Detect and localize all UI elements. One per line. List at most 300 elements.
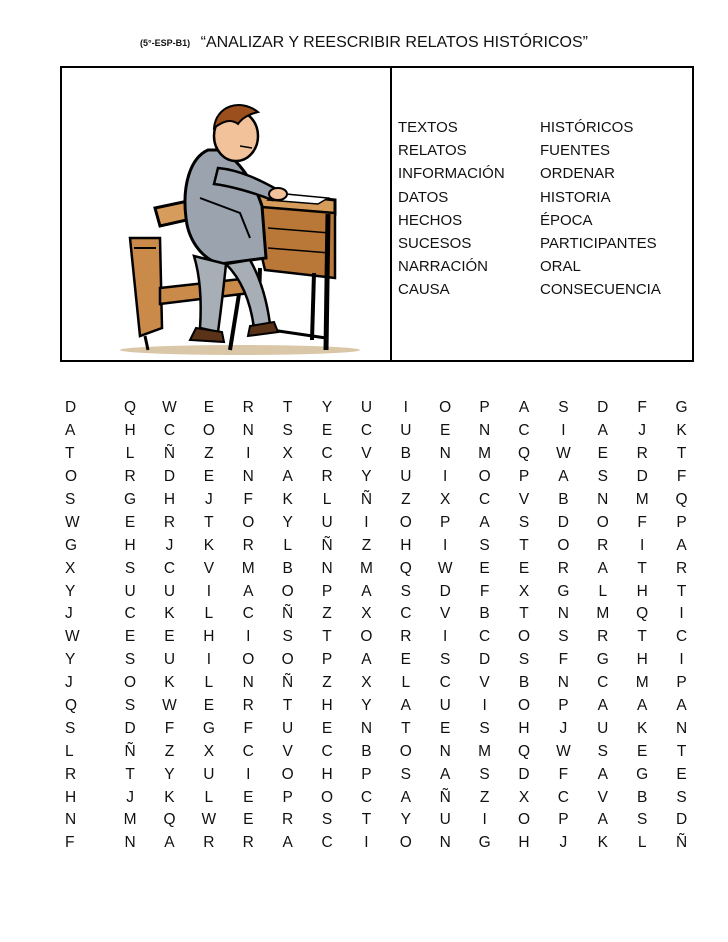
grid-letter[interactable]: R [597,628,609,646]
grid-letter[interactable]: B [282,559,293,577]
grid-letter[interactable]: O [399,742,412,760]
grid-letter[interactable]: U [124,582,136,600]
grid-letter[interactable]: Q [65,697,78,715]
grid-letter[interactable]: S [440,651,451,669]
grid-letter[interactable]: N [439,445,451,463]
grid-letter[interactable]: B [558,491,569,508]
grid-letter[interactable]: E [440,422,451,440]
grid-letter[interactable]: Ñ [282,674,294,692]
grid-letter[interactable]: Y [361,697,372,715]
grid-letter[interactable]: R [65,765,77,783]
grid-letter[interactable]: R [636,445,648,463]
grid-letter[interactable]: K [282,491,293,508]
grid-letter[interactable]: F [637,399,647,417]
grid-letter[interactable]: C [321,445,333,463]
grid-letter[interactable]: E [321,422,333,440]
grid-letter[interactable]: X [518,582,530,600]
grid-letter[interactable]: A [636,697,648,715]
grid-letter[interactable]: N [124,834,136,852]
grid-letter[interactable]: B [518,674,530,692]
grid-letter[interactable]: R [163,513,176,531]
grid-letter[interactable]: I [679,605,684,623]
grid-letter[interactable]: P [558,697,569,715]
grid-letter[interactable]: U [439,697,451,715]
grid-letter[interactable]: U [439,811,451,829]
grid-letter[interactable]: S [65,491,76,508]
grid-letter[interactable]: I [482,811,487,829]
grid-letter[interactable]: V [361,445,372,463]
grid-letter[interactable]: S [518,513,530,531]
grid-letter[interactable]: F [243,719,253,737]
grid-letter[interactable]: C [675,628,688,646]
grid-letter[interactable]: C [242,605,254,623]
grid-letter[interactable]: A [597,422,608,440]
grid-letter[interactable]: U [597,719,609,737]
grid-letter[interactable]: D [675,811,688,829]
grid-letter[interactable]: Z [322,674,332,692]
grid-letter[interactable]: C [242,742,254,760]
grid-letter[interactable]: O [202,422,215,440]
grid-letter[interactable]: P [518,468,530,486]
grid-letter[interactable]: Z [322,605,332,623]
grid-letter[interactable]: L [283,536,292,554]
grid-letter[interactable]: U [321,513,333,531]
grid-letter[interactable]: A [400,788,411,806]
grid-letter[interactable]: O [281,582,294,600]
grid-letter[interactable]: J [126,788,134,806]
grid-letter[interactable]: H [321,765,333,783]
grid-letter[interactable]: X [65,559,76,577]
grid-letter[interactable]: R [282,811,294,829]
grid-letter[interactable]: Q [517,742,531,760]
grid-letter[interactable]: R [675,559,688,577]
grid-letter[interactable]: O [360,628,373,646]
grid-letter[interactable]: S [124,651,136,669]
grid-letter[interactable]: A [597,765,608,783]
grid-letter[interactable]: T [637,628,647,646]
grid-letter[interactable]: V [479,674,490,692]
grid-letter[interactable]: D [65,399,77,417]
grid-letter[interactable]: B [479,605,490,623]
grid-letter[interactable]: P [282,788,293,806]
grid-letter[interactable]: Q [675,491,688,508]
grid-letter[interactable]: M [359,559,373,577]
grid-letter[interactable]: W [556,445,571,463]
grid-letter[interactable]: T [282,697,293,715]
grid-letter[interactable]: D [163,468,176,486]
grid-letter[interactable]: T [676,742,687,760]
grid-letter[interactable]: T [282,399,293,417]
grid-letter[interactable]: N [242,468,254,486]
grid-letter[interactable]: A [243,582,254,600]
grid-letter[interactable]: I [246,765,251,783]
grid-letter[interactable]: S [282,628,293,646]
grid-letter[interactable]: P [479,399,490,417]
grid-letter[interactable]: U [282,719,294,737]
grid-letter[interactable]: D [597,399,609,417]
grid-letter[interactable]: S [479,765,490,783]
grid-letter[interactable]: N [675,719,688,737]
grid-letter[interactable]: F [558,651,569,669]
grid-letter[interactable]: T [637,559,647,577]
grid-letter[interactable]: C [321,834,333,852]
grid-letter[interactable]: A [65,422,76,440]
grid-letter[interactable]: C [321,742,333,760]
grid-letter[interactable]: S [400,765,411,783]
grid-letter[interactable]: O [65,468,78,486]
grid-letter[interactable]: N [557,605,569,623]
grid-letter[interactable]: C [479,628,491,646]
grid-letter[interactable]: T [361,811,372,829]
grid-letter[interactable]: C [360,788,373,806]
grid-letter[interactable]: O [281,765,294,783]
grid-letter[interactable]: X [440,491,451,508]
grid-letter[interactable]: C [439,674,451,692]
grid-letter[interactable]: U [400,468,412,486]
grid-letter[interactable]: S [124,697,136,715]
grid-letter[interactable]: E [124,513,136,531]
grid-letter[interactable]: J [559,719,568,737]
grid-letter[interactable]: C [557,788,569,806]
grid-letter[interactable]: W [65,628,80,646]
grid-letter[interactable]: B [361,742,372,760]
grid-letter[interactable]: T [676,445,687,463]
grid-letter[interactable]: Y [400,811,411,829]
grid-letter[interactable]: F [243,491,253,508]
grid-letter[interactable]: S [558,399,569,417]
grid-letter[interactable]: E [243,788,254,806]
grid-letter[interactable]: L [322,491,332,508]
grid-letter[interactable]: U [360,399,373,417]
grid-letter[interactable]: I [364,513,369,531]
grid-letter[interactable]: E [321,719,333,737]
grid-letter[interactable]: L [125,445,135,463]
grid-letter[interactable]: T [401,719,411,737]
grid-letter[interactable]: N [360,719,373,737]
grid-letter[interactable]: M [241,559,255,577]
grid-letter[interactable]: S [558,628,569,646]
grid-letter[interactable]: D [439,582,451,600]
grid-letter[interactable]: E [203,468,215,486]
grid-letter[interactable]: S [400,582,411,600]
grid-letter[interactable]: U [163,582,176,600]
grid-letter[interactable]: G [65,536,78,554]
grid-letter[interactable]: R [557,559,569,577]
grid-letter[interactable]: L [637,834,647,852]
grid-letter[interactable]: R [400,628,412,646]
grid-letter[interactable]: H [636,651,648,669]
grid-letter[interactable]: E [164,628,175,646]
grid-letter[interactable]: J [559,834,568,852]
grid-letter[interactable]: H [124,422,136,440]
grid-letter[interactable]: F [164,719,175,737]
grid-letter[interactable]: E [203,697,215,715]
grid-letter[interactable]: F [637,513,647,531]
grid-letter[interactable]: L [65,742,74,760]
grid-letter[interactable]: O [124,674,137,692]
grid-letter[interactable]: F [676,468,687,486]
grid-letter[interactable]: A [440,765,451,783]
grid-letter[interactable]: J [638,422,647,440]
grid-letter[interactable]: Q [399,559,412,577]
grid-letter[interactable]: E [440,719,451,737]
grid-letter[interactable]: C [597,674,609,692]
grid-letter[interactable]: E [479,559,490,577]
grid-letter[interactable]: G [478,834,491,852]
grid-letter[interactable]: N [65,811,77,829]
grid-letter[interactable]: R [597,536,609,554]
grid-letter[interactable]: W [65,513,80,531]
grid-letter[interactable]: S [479,536,490,554]
grid-letter[interactable]: V [203,559,215,577]
grid-letter[interactable]: T [322,628,332,646]
grid-letter[interactable]: A [361,582,372,600]
grid-letter[interactable]: P [676,513,687,531]
grid-letter[interactable]: C [360,422,373,440]
grid-letter[interactable]: S [65,719,76,737]
grid-letter[interactable]: S [479,719,490,737]
grid-letter[interactable]: T [65,445,75,463]
grid-letter[interactable]: C [479,491,491,508]
grid-letter[interactable]: K [164,605,175,623]
grid-letter[interactable]: N [242,674,254,692]
grid-letter[interactable]: T [676,582,687,600]
grid-letter[interactable]: K [164,674,175,692]
grid-letter[interactable]: E [676,765,687,783]
grid-letter[interactable]: Y [361,468,372,486]
grid-letter[interactable]: V [597,788,608,806]
grid-letter[interactable]: R [203,834,215,852]
grid-letter[interactable]: B [636,788,648,806]
grid-letter[interactable]: X [361,605,372,623]
grid-letter[interactable]: C [163,422,176,440]
grid-letter[interactable]: R [242,399,254,417]
grid-letter[interactable]: H [203,628,215,646]
grid-letter[interactable]: V [518,491,530,508]
grid-letter[interactable]: E [636,742,648,760]
grid-letter[interactable]: I [640,536,645,554]
grid-letter[interactable]: K [597,834,608,852]
grid-letter[interactable]: G [636,765,649,783]
grid-letter[interactable]: R [242,536,254,554]
grid-letter[interactable]: J [204,491,213,508]
grid-letter[interactable]: S [597,742,608,760]
grid-letter[interactable]: I [246,445,251,463]
grid-letter[interactable]: M [635,674,649,692]
grid-letter[interactable]: Z [401,491,411,508]
grid-letter[interactable]: P [361,765,372,783]
grid-letter[interactable]: Q [124,399,137,417]
grid-letter[interactable]: N [321,559,333,577]
grid-letter[interactable]: I [206,651,212,669]
grid-letter[interactable]: K [203,536,215,554]
grid-letter[interactable]: H [321,697,333,715]
grid-letter[interactable]: M [478,445,492,463]
grid-letter[interactable]: O [517,628,531,646]
grid-letter[interactable]: A [676,536,687,554]
grid-letter[interactable]: W [162,697,177,715]
grid-letter[interactable]: C [124,605,136,623]
grid-letter[interactable]: T [519,536,529,554]
grid-letter[interactable]: A [400,697,411,715]
grid-letter[interactable]: D [636,468,648,486]
grid-letter[interactable]: O [517,811,531,829]
grid-letter[interactable]: I [364,834,369,852]
grid-letter[interactable]: D [557,513,569,531]
grid-letter[interactable]: R [321,468,333,486]
grid-letter[interactable]: C [518,422,530,440]
grid-letter[interactable]: I [443,468,448,486]
grid-letter[interactable]: M [596,605,610,623]
grid-letter[interactable]: A [597,697,608,715]
grid-letter[interactable]: T [519,605,529,623]
grid-letter[interactable]: A [597,811,608,829]
grid-letter[interactable]: P [440,513,451,531]
grid-letter[interactable]: Ñ [675,834,688,852]
grid-letter[interactable]: P [676,674,687,692]
grid-letter[interactable]: E [518,559,530,577]
grid-letter[interactable]: K [164,788,175,806]
grid-letter[interactable]: H [163,491,176,508]
grid-letter[interactable]: V [440,605,451,623]
grid-letter[interactable]: Y [65,651,76,669]
grid-letter[interactable]: A [558,468,569,486]
grid-letter[interactable]: Ñ [282,605,294,623]
grid-letter[interactable]: I [206,582,212,600]
grid-letter[interactable]: H [518,719,530,737]
grid-letter[interactable]: P [558,811,569,829]
grid-letter[interactable]: L [401,674,411,692]
grid-letter[interactable]: Z [204,445,214,463]
grid-letter[interactable]: T [204,513,214,531]
grid-letter[interactable]: P [321,651,333,669]
grid-letter[interactable]: X [203,742,215,760]
grid-letter[interactable]: O [517,697,531,715]
grid-letter[interactable]: N [242,422,254,440]
grid-letter[interactable]: I [561,422,566,440]
grid-letter[interactable]: Ñ [321,536,333,554]
grid-letter[interactable]: Y [65,582,76,600]
grid-letter[interactable]: W [556,742,571,760]
grid-letter[interactable]: K [636,719,648,737]
grid-letter[interactable]: N [597,491,609,508]
grid-letter[interactable]: W [201,811,217,829]
grid-letter[interactable]: S [518,651,530,669]
grid-letter[interactable]: S [282,422,293,440]
grid-letter[interactable]: H [636,582,648,600]
grid-letter[interactable]: S [321,811,333,829]
grid-letter[interactable]: V [282,742,293,760]
grid-letter[interactable]: J [65,674,73,692]
grid-letter[interactable]: G [202,719,215,737]
grid-letter[interactable]: Ñ [124,742,136,760]
grid-letter[interactable]: L [204,605,214,623]
grid-letter[interactable]: C [163,559,176,577]
grid-letter[interactable]: N [439,834,451,852]
grid-letter[interactable]: O [242,651,255,669]
grid-letter[interactable]: E [400,651,411,669]
grid-letter[interactable]: A [518,399,530,417]
grid-letter[interactable]: M [478,742,492,760]
grid-letter[interactable]: A [676,697,687,715]
grid-letter[interactable]: K [676,422,687,440]
grid-letter[interactable]: O [242,513,255,531]
grid-letter[interactable]: B [400,445,411,463]
grid-letter[interactable]: I [246,628,251,646]
grid-letter[interactable]: P [321,582,333,600]
grid-letter[interactable]: E [124,628,136,646]
grid-letter[interactable]: S [636,811,648,829]
grid-letter[interactable]: H [65,788,77,806]
grid-letter[interactable]: A [479,513,490,531]
grid-letter[interactable]: F [558,765,569,783]
grid-letter[interactable]: G [557,582,570,600]
grid-letter[interactable]: D [479,651,491,669]
grid-letter[interactable]: E [203,399,215,417]
grid-letter[interactable]: H [518,834,530,852]
grid-letter[interactable]: O [399,513,412,531]
grid-letter[interactable]: Z [361,536,372,554]
grid-letter[interactable]: F [479,582,490,600]
grid-letter[interactable]: A [282,468,293,486]
grid-letter[interactable]: A [282,834,293,852]
grid-letter[interactable]: Q [636,605,649,623]
grid-letter[interactable]: H [400,536,412,554]
grid-letter[interactable]: X [361,674,372,692]
grid-letter[interactable]: W [437,559,453,577]
grid-letter[interactable]: F [65,834,75,852]
grid-letter[interactable]: Ñ [439,788,451,806]
grid-letter[interactable]: T [125,765,135,783]
grid-letter[interactable]: S [124,559,136,577]
grid-letter[interactable]: I [679,651,684,669]
grid-letter[interactable]: N [439,742,451,760]
grid-letter[interactable]: R [242,834,254,852]
grid-letter[interactable]: H [124,536,136,554]
grid-letter[interactable]: M [635,491,649,508]
grid-letter[interactable]: X [282,445,293,463]
grid-letter[interactable]: G [124,491,137,508]
grid-letter[interactable]: E [243,811,254,829]
grid-letter[interactable]: M [123,811,137,829]
grid-letter[interactable]: J [65,605,73,623]
grid-letter[interactable]: L [204,788,214,806]
grid-letter[interactable]: C [400,605,412,623]
grid-letter[interactable]: O [557,536,570,554]
grid-letter[interactable]: J [165,536,174,554]
grid-letter[interactable]: Z [479,788,490,806]
grid-letter[interactable]: U [400,422,412,440]
grid-letter[interactable]: A [361,651,372,669]
grid-letter[interactable]: X [518,788,530,806]
grid-letter[interactable]: Y [164,765,175,783]
grid-letter[interactable]: Ñ [360,491,373,508]
grid-letter[interactable]: Y [321,399,333,417]
grid-letter[interactable]: D [518,765,530,783]
grid-letter[interactable]: O [281,651,294,669]
grid-letter[interactable]: I [443,536,448,554]
grid-letter[interactable]: O [321,788,334,806]
grid-letter[interactable]: Q [517,445,531,463]
grid-letter[interactable]: U [163,651,176,669]
grid-letter[interactable]: I [482,697,487,715]
grid-letter[interactable]: W [162,399,177,417]
grid-letter[interactable]: S [597,468,608,486]
grid-letter[interactable]: Z [164,742,175,760]
grid-letter[interactable]: L [204,674,214,692]
grid-letter[interactable]: O [596,513,609,531]
grid-letter[interactable]: R [242,697,254,715]
